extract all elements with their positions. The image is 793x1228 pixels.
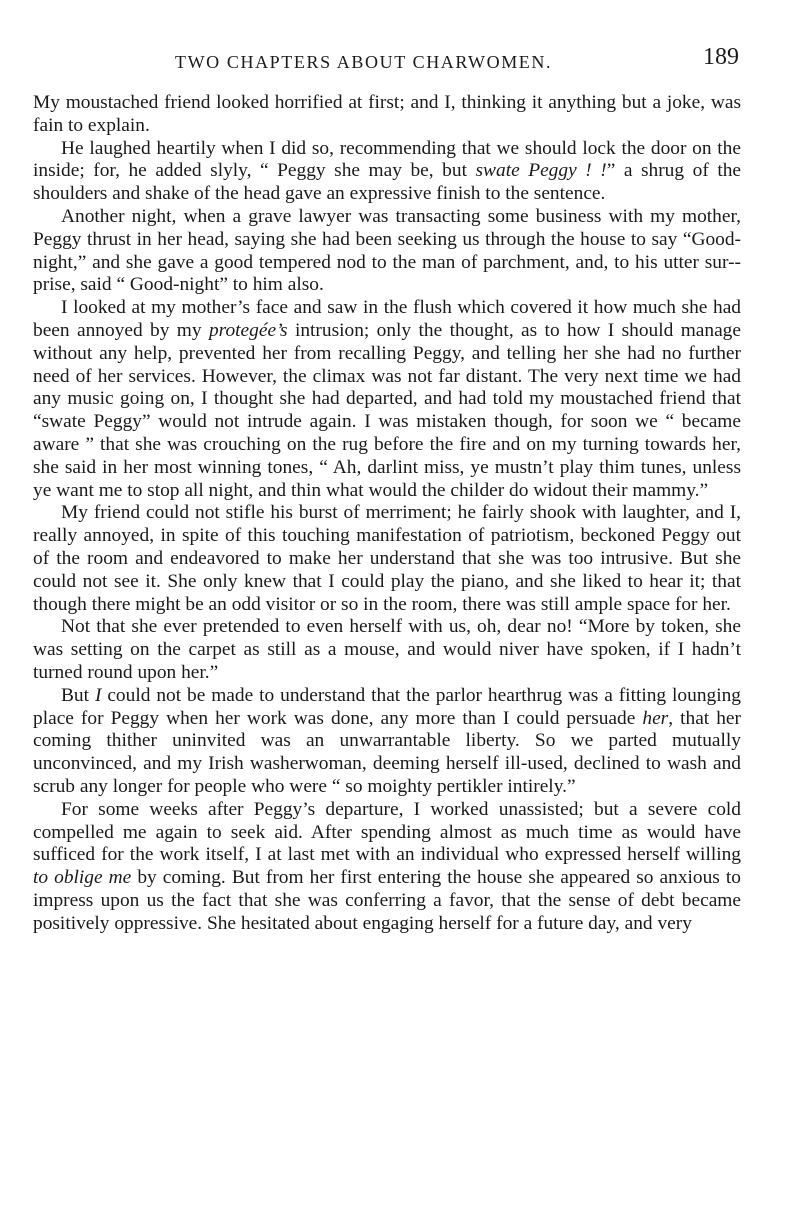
paragraph: My friend could not stifle his burst of merriment; he fairly shook with laughter, and I, really annoyed, in spite of this touching manifestation of patriotism, beckoned Peggy out of the room and endeavored to make her understand that she was too intrusive. But she could not see it. She only knew that I could play the piano, and she liked to hear it; that though there might be an odd visitor or so in the room, there was still ample space for her.	[33, 502, 741, 615]
running-title: TWO CHAPTERS ABOUT CHARWOMEN.	[175, 52, 553, 72]
paragraph: For some weeks after Peggy’s departure, I worked unassisted; but a severe cold compelled me again to seek aid. After spending almost as much time as would have sufficed for the work itself, I at last met with an individual who expressed herself willing to oblige me by coming. But from her first entering the house she appeared so anxious to impress upon us the fact that she was conferring a favor, that the sense of debt became positively oppressive. She hesitated about engaging herself for a future day, and very	[33, 798, 741, 934]
paragraph: He laughed heartily when I did so, recommending that we should lock the door on the inside; for, he added slyly, “ Peggy she may be, but swate Peggy ! !” a shrug of the shoulders and shake of the head gave an expressive finish to the sentence.	[33, 137, 742, 205]
body-text	[33, 92, 741, 935]
italic-text: protegée’s	[208, 319, 288, 341]
italic-text: I	[94, 684, 102, 706]
page-number: 189	[703, 44, 739, 70]
paragraph: My moustached friend looked horrified at first; and I, thinking it anything but a joke, was fain to explain.	[33, 92, 741, 136]
paragraph: Another night, when a grave lawyer was transacting some business with my mother, Peggy thrust in her head, saying she had been seeking us through the house to say “Good-night,” and she gave a good tempered nod to the man of parchment, and, to his utter sur-prise, said “ Good-night” to him also.	[33, 205, 741, 296]
running-header	[33, 44, 741, 78]
italic-text: to oblige me	[33, 867, 132, 889]
italic-text: swate Peggy ! !	[475, 160, 607, 182]
book-page	[33, 44, 741, 935]
paragraph: I looked at my mother’s face and saw in the flush which covered it how much she had been annoyed by my protegée’s intrusion; only the thought, as to how I should manage without any help, prevented her from recalling Peggy, and telling her she had no further need of her services. However, the climax was not far distant. The very next time we had any music going on, I thought she had departed, and had told my moustached friend that “swate Peggy” would not intrude again. I was mistaken though, for soon we “ became aware ” that she was crouching on the rug before the fire and on my turning towards her, she said in her most winning tones, “ Ah, darlint miss, ye mustn’t play thim tunes, unless ye want me to stop all night, and thin what would the childer do widout their mammy.”	[33, 297, 741, 501]
paragraph: But I could not be made to understand that the parlor hearthrug was a fitting lounging place for Peggy when her work was done, any more than I could persuade her, that her coming thither uninvited was an unwarrantable liberty. So we parted mutually unconvinced, and my Irish washerwoman, deeming herself ill-used, declined to wash and scrub any longer for people who were “ so moighty pertikler intirely.”	[33, 684, 741, 797]
italic-text: her	[642, 707, 669, 729]
paragraph: Not that she ever pretended to even herself with us, oh, dear no! “More by token, she was setting on the carpet as still as a mouse, and would niver have spoken, if I hadn’t turned round upon her.”	[33, 616, 741, 683]
